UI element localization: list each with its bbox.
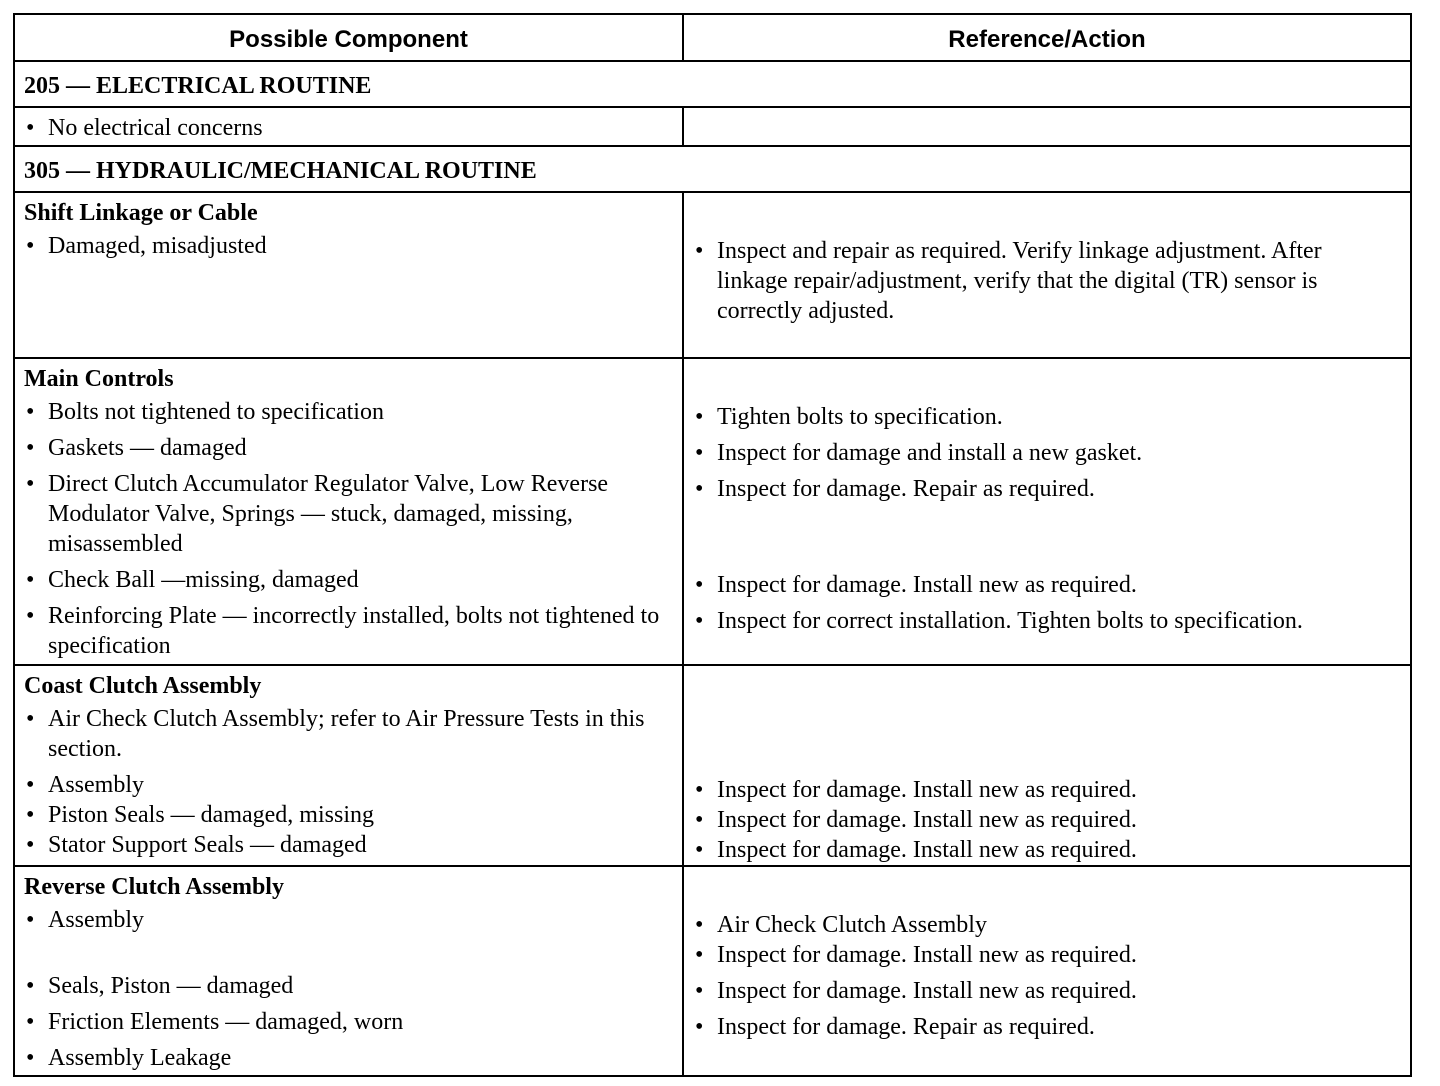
header-row [14, 14, 1411, 61]
list-item: • Inspect for damage and install a new gasket. [693, 438, 1401, 468]
list-item: • Seals, Piston — damaged [24, 971, 673, 1001]
table-row [14, 665, 1411, 866]
list-item: • Damaged, misadjusted [24, 231, 673, 261]
list-item: • Friction Elements — damaged, worn [24, 1007, 673, 1037]
action-cell [683, 358, 1411, 665]
group-title: Reverse Clutch Assembly [24, 874, 284, 900]
action-cell [683, 866, 1411, 1076]
group-title: Main Controls [24, 366, 174, 392]
component-cell [14, 358, 683, 665]
table-row [14, 358, 1411, 665]
list-item: • Assembly Leakage [24, 1043, 673, 1073]
list-item: • Assembly [24, 905, 673, 965]
list-item: • Stator Support Seals — damaged [24, 830, 673, 860]
component-cell [14, 192, 683, 358]
action-cell [683, 192, 1411, 358]
action-cell [683, 665, 1411, 866]
component-cell [14, 866, 683, 1076]
table-row [14, 107, 1411, 146]
list-item: • Reinforcing Plate — incorrectly installed, bolts not tightened to specification [24, 601, 673, 661]
section-hydraulic [14, 146, 1411, 192]
list-item: • Inspect for damage. Install new as required. [693, 775, 1401, 805]
diagnostic-table [13, 13, 1412, 1077]
list-item: • Inspect for damage. Install new as required. [693, 940, 1401, 970]
list-item: • Check Ball —missing, damaged [24, 565, 673, 595]
list-item: • Inspect for correct installation. Tighten bolts to specification. [693, 606, 1401, 636]
list-item: • No electrical concerns [24, 113, 673, 143]
list-item: • Assembly [24, 770, 673, 800]
list-item: • Inspect for damage. Repair as required. [693, 1012, 1401, 1042]
action-cell [683, 107, 1411, 146]
list-item: • Tighten bolts to specification. [693, 402, 1401, 432]
col-header-component: Possible Component [14, 14, 683, 61]
section-electrical [14, 61, 1411, 107]
list-item: • Air Check Clutch Assembly; refer to Air Pressure Tests in this section. [24, 704, 673, 764]
group-title: Coast Clutch Assembly [24, 673, 262, 699]
list-item: • Inspect and repair as required. Verify linkage adjustment. After linkage repair/adjustment, verify that the digital (TR) sensor is correctly adjusted. [693, 236, 1381, 326]
list-item: • Inspect for damage. Install new as required. [693, 805, 1401, 835]
col-header-action: Reference/Action [683, 14, 1411, 61]
section-title: 305 — HYDRAULIC/MECHANICAL ROUTINE [14, 146, 1411, 192]
list-item: • Inspect for damage. Install new as required. [693, 835, 1401, 865]
list-item: • Inspect for damage. Repair as required. [693, 474, 1401, 564]
list-item: • Inspect for damage. Install new as required. [693, 976, 1401, 1006]
component-cell [14, 665, 683, 866]
table-row [14, 192, 1411, 358]
list-item: • Piston Seals — damaged, missing [24, 800, 673, 830]
list-item: • Direct Clutch Accumulator Regulator Valve, Low Reverse Modulator Valve, Springs — stuck, damaged, missing, misassembled [24, 469, 673, 559]
group-title: Shift Linkage or Cable [24, 200, 258, 226]
table-row [14, 866, 1411, 1076]
list-item: • Bolts not tightened to specification [24, 397, 673, 427]
section-title: 205 — ELECTRICAL ROUTINE [14, 61, 1411, 107]
component-cell [14, 107, 683, 146]
list-item: • Gaskets — damaged [24, 433, 673, 463]
list-item: • Inspect for damage. Install new as required. [693, 570, 1401, 600]
list-item: • Air Check Clutch Assembly [693, 910, 1401, 940]
